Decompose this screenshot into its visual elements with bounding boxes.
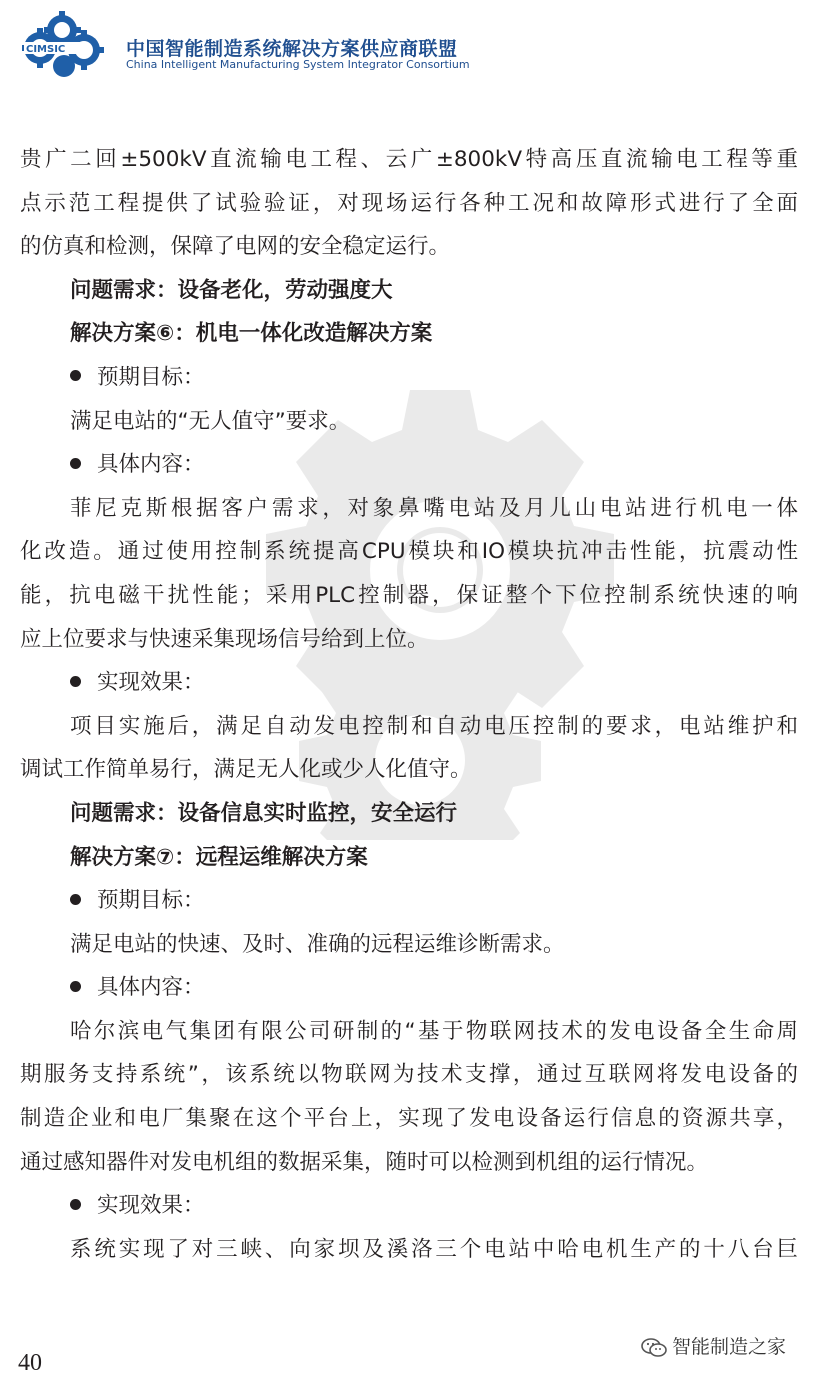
paragraph-line: 贵广二回±500kV直流输电工程、云广±800kV特高压直流输电工程等重 <box>20 147 798 172</box>
bullet-label: 实现效果： <box>97 1193 205 1219</box>
bullet-dot-icon <box>70 676 81 687</box>
paragraph-line: 系统实现了对三峡、向家坝及溪洛三个电站中哈电机生产的十八台巨 <box>70 1236 798 1262</box>
org-name-cn: 中国智能制造系统解决方案供应商联盟 <box>126 38 458 60</box>
bullet-label: 预期目标： <box>97 364 205 390</box>
paragraph-line: 调试工作简单易行，满足无人化或少人化值守。 <box>20 757 472 783</box>
org-name-en: China Intelligent Manufacturing System Integrator Consortium <box>126 58 470 71</box>
paragraph-line: 哈尔滨电气集团有限公司研制的“基于物联网技术的发电设备全生命周 <box>70 1018 798 1044</box>
solution-heading-7: 解决方案⑦：远程运维解决方案 <box>70 844 368 870</box>
bullet-effect-7 <box>20 1184 798 1228</box>
bullet-dot-icon <box>70 1199 81 1210</box>
paragraph-line: 满足电站的快速、及时、准确的远程运维诊断需求。 <box>70 931 565 957</box>
footer-brand-label: 智能制造之家 <box>672 1336 787 1358</box>
paragraph-line: 满足电站的“无人值守”要求。 <box>70 408 351 434</box>
bullet-label: 具体内容： <box>97 975 205 1001</box>
paragraph-line: 制造企业和电厂集聚在这个平台上，实现了发电设备运行信息的资源共享， <box>20 1106 798 1132</box>
bullet-dot-icon <box>70 458 81 469</box>
svg-text:CIMSIC: CIMSIC <box>350 639 508 685</box>
svg-text:CIMSIC: CIMSIC <box>26 44 66 55</box>
paragraph-line: 化改造。通过使用控制系统提高CPU模块和IO模块抗冲击性能，抗震动性 <box>20 539 798 565</box>
cimsic-gear-logo-icon <box>18 8 110 80</box>
article-body <box>20 138 798 1271</box>
bullet-effect-6 <box>20 661 798 705</box>
bullet-content-7 <box>20 966 798 1010</box>
paragraph-line: 能，抗电磁干扰性能；采用PLC控制器，保证整个下位控制系统快速的响 <box>20 582 798 608</box>
wechat-icon <box>640 1337 668 1359</box>
bullet-dot-icon <box>70 894 81 905</box>
paragraph-line: 通过感知器件对发电机组的数据采集，随时可以检测到机组的运行情况。 <box>20 1149 709 1175</box>
footer-brand <box>640 1332 786 1359</box>
paragraph-line: 点示范工程提供了试验验证，对现场运行各种工况和故障形式进行了全面 <box>20 190 798 216</box>
bullet-label: 预期目标： <box>97 888 205 914</box>
problem-heading-1: 问题需求：设备老化，劳动强度大 <box>70 277 393 303</box>
solution-heading-6: 解决方案⑥：机电一体化改造解决方案 <box>70 321 433 347</box>
paragraph-line: 期服务支持系统”，该系统以物联网为技术支撑，通过互联网将发电设备的 <box>20 1062 798 1088</box>
problem-heading-2: 问题需求：设备信息实时监控，安全运行 <box>70 800 458 826</box>
paragraph-line: 菲尼克斯根据客户需求，对象鼻嘴电站及月儿山电站进行机电一体 <box>70 495 798 521</box>
bullet-goal-7 <box>20 879 798 923</box>
page-header <box>18 8 538 80</box>
bullet-label: 实现效果： <box>97 670 205 696</box>
page-number: 40 <box>18 1350 42 1376</box>
bullet-content-6 <box>20 443 798 487</box>
bullet-dot-icon <box>70 370 81 381</box>
bullet-goal-6 <box>20 356 798 400</box>
bullet-dot-icon <box>70 981 81 992</box>
paragraph-line: 应上位要求与快速采集现场信号给到上位。 <box>20 626 429 652</box>
bullet-label: 具体内容： <box>97 452 205 478</box>
paragraph-line: 的仿真和检测，保障了电网的安全稳定运行。 <box>20 234 451 260</box>
paragraph-line: 项目实施后，满足自动发电控制和自动电压控制的要求，电站维护和 <box>70 713 798 739</box>
